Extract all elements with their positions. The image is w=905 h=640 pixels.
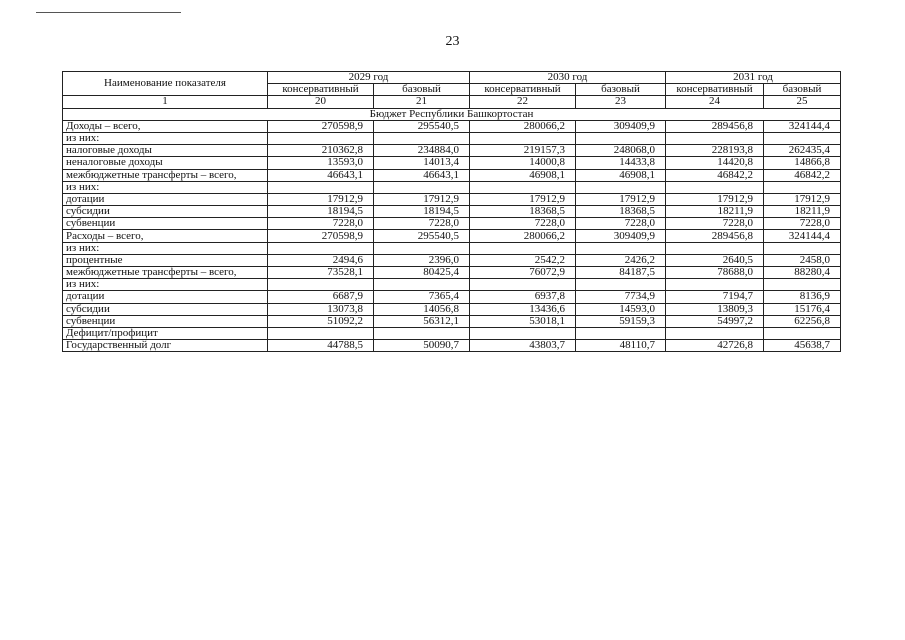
name-header: Наименование показателя [63,72,268,96]
row-label: из них: [63,181,268,193]
value-cell [374,279,470,291]
year-header: 2029 год [268,72,470,84]
top-rule [36,12,181,13]
value-cell [576,181,666,193]
value-cell [666,279,764,291]
value-cell [764,279,841,291]
col-number: 20 [268,96,374,108]
scenario-header: консервативный [666,84,764,96]
value-cell: 7228,0 [374,218,470,230]
scenario-header: базовый [374,84,470,96]
value-cell: 7228,0 [576,218,666,230]
value-cell: 46908,1 [470,169,576,181]
table-row [63,279,841,291]
col-number: 21 [374,96,470,108]
row-label: субсидии [63,303,268,315]
value-cell: 2396,0 [374,254,470,266]
value-cell [666,242,764,254]
col-number: 23 [576,96,666,108]
value-cell: 17912,9 [666,193,764,205]
value-cell: 8136,9 [764,291,841,303]
value-cell: 7228,0 [268,218,374,230]
value-cell: 2458,0 [764,254,841,266]
value-cell: 234884,0 [374,145,470,157]
value-cell [576,132,666,144]
value-cell: 7365,4 [374,291,470,303]
col-number: 24 [666,96,764,108]
value-cell: 14593,0 [576,303,666,315]
row-label: дотации [63,291,268,303]
table-row [63,303,841,315]
value-cell [374,327,470,339]
table-row [63,193,841,205]
table-row [63,206,841,218]
row-label: Дефицит/профицит [63,327,268,339]
table-row [63,169,841,181]
table-row [63,340,841,352]
value-cell: 2494,6 [268,254,374,266]
budget-table [62,71,841,352]
table-row [63,254,841,266]
value-cell [374,132,470,144]
value-cell [666,327,764,339]
value-cell: 14866,8 [764,157,841,169]
year-header: 2031 год [666,72,841,84]
table-row [63,242,841,254]
value-cell: 18211,9 [764,206,841,218]
value-cell: 309409,9 [576,120,666,132]
value-cell [576,279,666,291]
value-cell: 13436,6 [470,303,576,315]
table-row [63,327,841,339]
header-row-numbers [63,96,841,108]
row-label: субвенции [63,315,268,327]
value-cell: 46842,2 [764,169,841,181]
value-cell [470,132,576,144]
value-cell [764,181,841,193]
value-cell: 54997,2 [666,315,764,327]
value-cell: 62256,8 [764,315,841,327]
row-label: неналоговые доходы [63,157,268,169]
value-cell: 43803,7 [470,340,576,352]
value-cell [470,327,576,339]
row-label: субвенции [63,218,268,230]
value-cell [470,181,576,193]
value-cell: 42726,8 [666,340,764,352]
row-label: дотации [63,193,268,205]
value-cell: 17912,9 [374,193,470,205]
scenario-header: консервативный [268,84,374,96]
row-label: межбюджетные трансферты – всего, [63,169,268,181]
value-cell: 80425,4 [374,267,470,279]
value-cell: 15176,4 [764,303,841,315]
value-cell: 289456,8 [666,230,764,242]
table-body [63,108,841,352]
value-cell [268,132,374,144]
value-cell: 14000,8 [470,157,576,169]
value-cell: 13073,8 [268,303,374,315]
value-cell: 280066,2 [470,230,576,242]
value-cell: 14433,8 [576,157,666,169]
value-cell: 44788,5 [268,340,374,352]
row-label: Расходы – всего, [63,230,268,242]
table-row [63,157,841,169]
value-cell: 13809,3 [666,303,764,315]
value-cell: 51092,2 [268,315,374,327]
value-cell: 48110,7 [576,340,666,352]
scenario-header: базовый [764,84,841,96]
value-cell: 6937,8 [470,291,576,303]
value-cell: 53018,1 [470,315,576,327]
value-cell: 50090,7 [374,340,470,352]
value-cell: 18368,5 [470,206,576,218]
col-number: 1 [63,96,268,108]
value-cell: 17912,9 [470,193,576,205]
value-cell [268,327,374,339]
value-cell: 270598,9 [268,230,374,242]
value-cell: 270598,9 [268,120,374,132]
value-cell [268,181,374,193]
value-cell: 17912,9 [576,193,666,205]
value-cell: 18368,5 [576,206,666,218]
value-cell: 295540,5 [374,120,470,132]
table-row [63,230,841,242]
table-row [63,120,841,132]
value-cell [764,132,841,144]
row-label: процентные [63,254,268,266]
value-cell [576,242,666,254]
value-cell: 59159,3 [576,315,666,327]
value-cell: 46842,2 [666,169,764,181]
row-label: Государственный долг [63,340,268,352]
value-cell: 88280,4 [764,267,841,279]
value-cell: 13593,0 [268,157,374,169]
value-cell [576,327,666,339]
value-cell: 2542,2 [470,254,576,266]
row-label: из них: [63,279,268,291]
row-label: из них: [63,132,268,144]
row-label: Доходы – всего, [63,120,268,132]
row-label: межбюджетные трансферты – всего, [63,267,268,279]
row-label: из них: [63,242,268,254]
year-header: 2030 год [470,72,666,84]
value-cell: 324144,4 [764,230,841,242]
value-cell [374,181,470,193]
value-cell: 228193,8 [666,145,764,157]
table-row [63,291,841,303]
value-cell [470,242,576,254]
page-number: 23 [445,34,460,49]
value-cell: 14013,4 [374,157,470,169]
value-cell: 84187,5 [576,267,666,279]
value-cell [470,279,576,291]
col-number: 25 [764,96,841,108]
value-cell: 7228,0 [666,218,764,230]
table-row [63,132,841,144]
value-cell: 7734,9 [576,291,666,303]
value-cell: 7228,0 [764,218,841,230]
value-cell: 17912,9 [764,193,841,205]
row-label: налоговые доходы [63,145,268,157]
value-cell: 46643,1 [374,169,470,181]
value-cell: 45638,7 [764,340,841,352]
value-cell: 17912,9 [268,193,374,205]
value-cell: 219157,3 [470,145,576,157]
value-cell: 2640,5 [666,254,764,266]
col-number: 22 [470,96,576,108]
table-row [63,145,841,157]
value-cell: 7228,0 [470,218,576,230]
value-cell: 76072,9 [470,267,576,279]
value-cell [268,279,374,291]
table-row [63,218,841,230]
value-cell: 248068,0 [576,145,666,157]
value-cell: 18194,5 [268,206,374,218]
section-row [63,108,841,120]
value-cell: 78688,0 [666,267,764,279]
value-cell: 46908,1 [576,169,666,181]
value-cell: 295540,5 [374,230,470,242]
value-cell: 7194,7 [666,291,764,303]
value-cell: 324144,4 [764,120,841,132]
value-cell: 46643,1 [268,169,374,181]
value-cell [666,181,764,193]
header-row-years [63,72,841,84]
value-cell: 2426,2 [576,254,666,266]
value-cell: 73528,1 [268,267,374,279]
value-cell: 18194,5 [374,206,470,218]
value-cell: 18211,9 [666,206,764,218]
value-cell: 6687,9 [268,291,374,303]
value-cell [268,242,374,254]
scenario-header: базовый [576,84,666,96]
row-label: субсидии [63,206,268,218]
value-cell [666,132,764,144]
value-cell [764,242,841,254]
value-cell: 210362,8 [268,145,374,157]
value-cell: 14056,8 [374,303,470,315]
value-cell: 56312,1 [374,315,470,327]
value-cell: 14420,8 [666,157,764,169]
scenario-header: консервативный [470,84,576,96]
value-cell: 280066,2 [470,120,576,132]
table-row [63,181,841,193]
value-cell: 289456,8 [666,120,764,132]
value-cell [764,327,841,339]
section-title: Бюджет Республики Башкортостан [63,108,841,120]
value-cell: 262435,4 [764,145,841,157]
table-row [63,315,841,327]
value-cell: 309409,9 [576,230,666,242]
value-cell [374,242,470,254]
table-row [63,267,841,279]
